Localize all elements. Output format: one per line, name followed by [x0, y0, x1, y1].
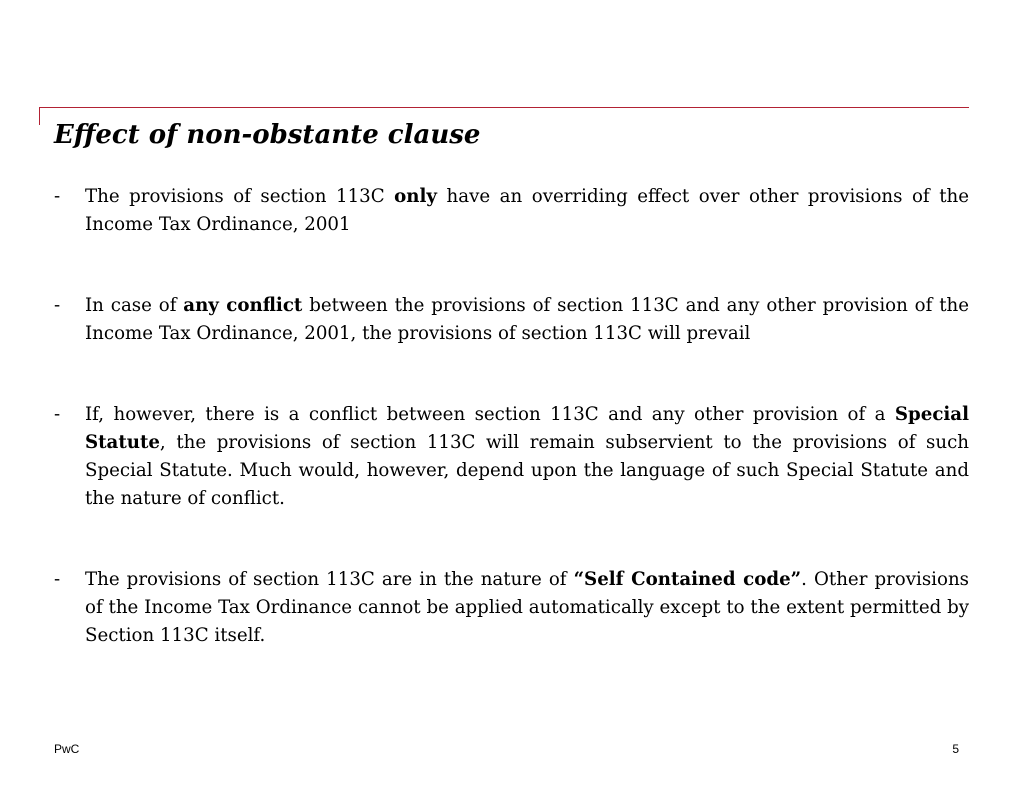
bullet-list	[54, 183, 969, 650]
bullet-text: If, however, there is a conflict between section 113C and any other provision of a	[85, 404, 895, 425]
bullet-emphasis: only	[394, 186, 438, 207]
top-divider-line	[39, 107, 969, 108]
slide-title: Effect of non-obstante clause	[54, 120, 481, 150]
bullet-text: The provisions of section 113C are in the nature of	[85, 569, 574, 590]
bullet-text: between the provisions of section 113C and any other provision of the Income Tax Ordinance, 2001, the provisions of section 113C will prevail	[85, 295, 969, 344]
bullet-dash: -	[54, 186, 61, 207]
footer-brand: PwC	[54, 742, 80, 756]
bullet-dash: -	[54, 569, 61, 590]
bullet-text: The provisions of section 113C	[85, 186, 395, 207]
bullet-item-1	[54, 183, 969, 239]
bullet-dash: -	[54, 404, 61, 425]
bullet-text: In case of	[85, 295, 184, 316]
bullet-emphasis: any conflict	[183, 295, 303, 316]
bullet-dash: -	[54, 295, 61, 316]
bullet-text: have an overriding effect over other provisions of the Income Tax Ordinance, 2001	[85, 186, 969, 235]
bullet-item-3	[54, 401, 969, 513]
bullet-text: , the provisions of section 113C will remain subservient to the provisions of such Special Statute. Much would, however, depend upon the language of such Special Statute and the nature of conflict.	[85, 432, 969, 509]
bullet-emphasis: Special Statute	[85, 404, 969, 453]
page-number: 5	[952, 742, 959, 756]
bullet-item-4	[54, 566, 969, 650]
bullet-item-2	[54, 292, 969, 348]
bullet-text: . Other provisions of the Income Tax Ordinance cannot be applied automatically except to the extent permitted by Section 113C itself.	[85, 569, 969, 646]
bullet-emphasis: “Self Contained code”	[573, 569, 802, 590]
left-accent-tick	[39, 107, 40, 125]
